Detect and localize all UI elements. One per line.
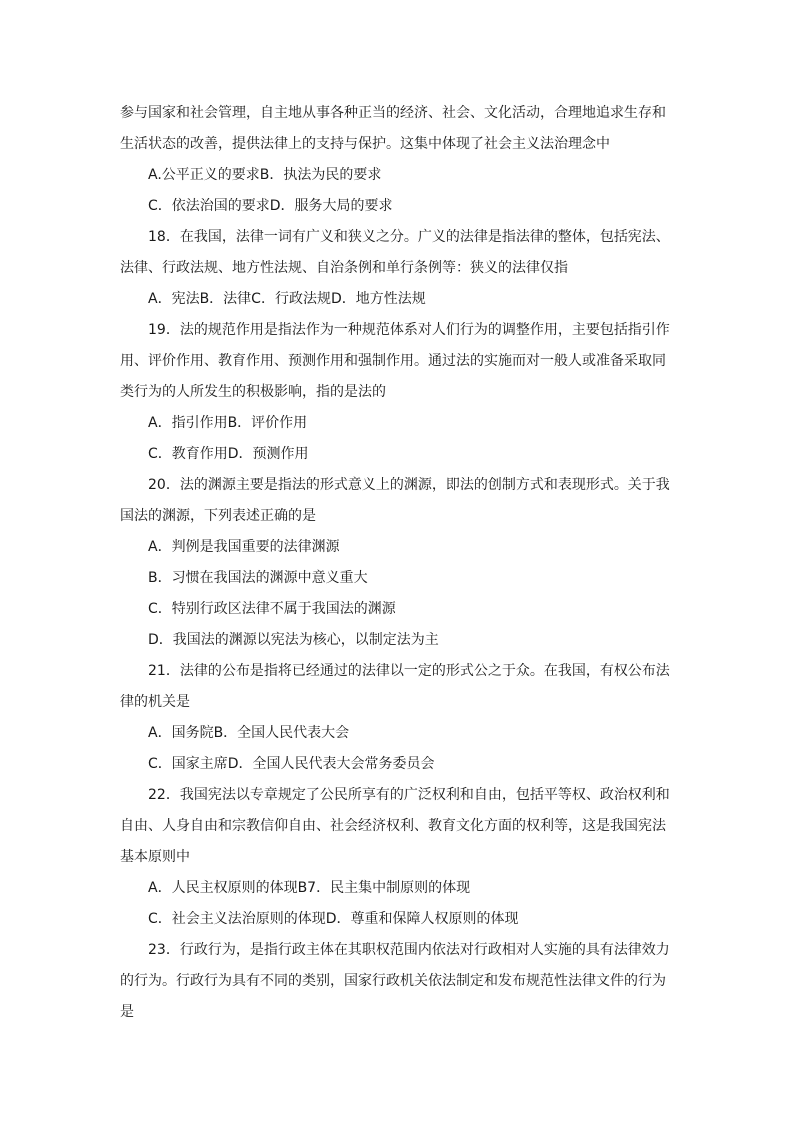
option-line: C．特别行政区法律不属于我国法的渊源 — [148, 601, 396, 617]
question-21: 21．法律的公布是指将已经通过的法律以一定的形式公之于众。在我国，有权公布法 — [148, 663, 670, 679]
text-line: 国法的渊源，下列表述正确的是 — [120, 508, 316, 524]
text-line: 基本原则中 — [120, 849, 190, 865]
question-22: 22．我国宪法以专章规定了公民所享有的广泛权利和自由，包括平等权、政治权利和 — [148, 787, 670, 803]
question-23: 23．行政行为，是指行政主体在其职权范围内依法对行政相对人实施的具有法律效力 — [148, 942, 670, 958]
question-20: 20．法的渊源主要是指法的形式意义上的渊源，即法的创制方式和表现形式。关于我 — [148, 477, 670, 493]
text-line: 生活状态的改善，提供法律上的支持与保护。这集中体现了社会主义法治理念中 — [120, 136, 610, 152]
text-line: 自由、人身自由和宗教信仰自由、社会经济权利、教育文化方面的权利等，这是我国宪法 — [120, 818, 666, 834]
option-line: A．判例是我国重要的法律渊源 — [148, 539, 340, 555]
text-line: 是 — [120, 1004, 134, 1020]
option-line: C．社会主义法治原则的体现D．尊重和保障人权原则的体现 — [148, 911, 519, 927]
question-19: 19．法的规范作用是指法作为一种规范体系对人们行为的调整作用，主要包括指引作 — [148, 322, 670, 338]
option-line: C．国家主席D．全国人民代表大会常务委员会 — [148, 756, 435, 772]
text-line: 的行为。行政行为具有不同的类别，国家行政机关依法制定和发布规范性法律文件的行为 — [120, 973, 666, 989]
option-line: A．国务院B．全国人民代表大会 — [148, 725, 350, 741]
option-line: A.公平正义的要求B．执法为民的要求 — [148, 167, 382, 183]
text-line: 类行为的人所发生的积极影响，指的是法的 — [120, 384, 386, 400]
option-line: B．习惯在我国法的渊源中意义重大 — [148, 570, 368, 586]
question-18: 18．在我国，法律一词有广义和狭义之分。广义的法律是指法律的整体，包括宪法、 — [148, 229, 670, 245]
option-line: A．指引作用B．评价作用 — [148, 415, 308, 431]
text-line: 用、评价作用、教育作用、预测作用和强制作用。通过法的实施而对一般人或准备采取同 — [120, 353, 666, 369]
option-line: A．人民主权原则的体现B7．民主集中制原则的体现 — [148, 880, 471, 896]
option-line: D．我国法的渊源以宪法为核心，以制定法为主 — [148, 632, 439, 648]
text-line: 参与国家和社会管理，自主地从事各种正当的经济、社会、文化活动，合理地追求生存和 — [120, 105, 666, 121]
text-line: 律的机关是 — [120, 694, 190, 710]
option-line: C．依法治国的要求D．服务大局的要求 — [148, 198, 393, 214]
text-line: 法律、行政法规、地方性法规、自治条例和单行条例等：狭义的法律仅指 — [120, 260, 568, 276]
document-page — [120, 98, 668, 1028]
option-line: C．教育作用D．预测作用 — [148, 446, 309, 462]
option-line: A．宪法B．法律C．行政法规D．地方性法规 — [148, 291, 426, 307]
